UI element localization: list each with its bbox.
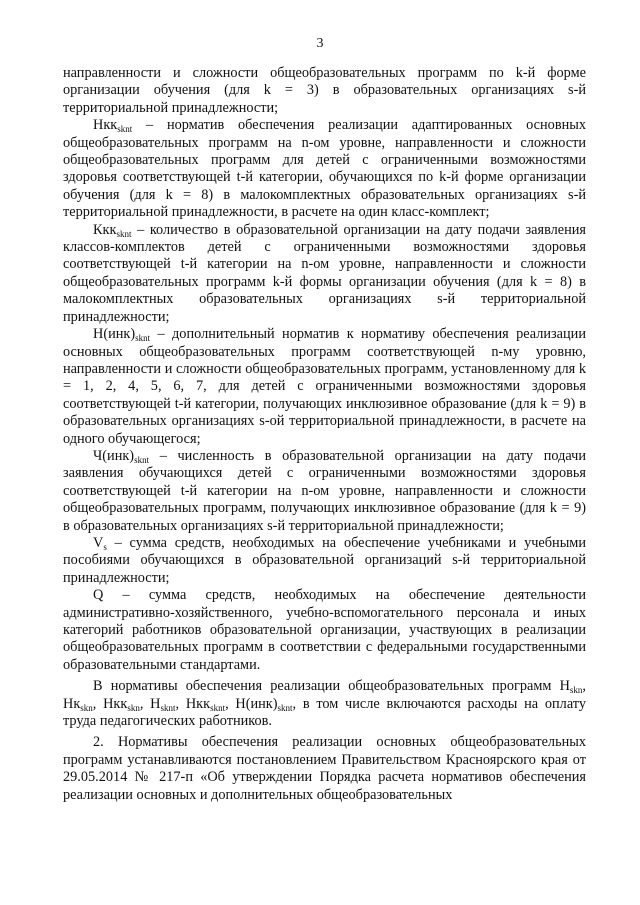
subscript-index: sknt	[116, 228, 132, 239]
text-run: , Н	[139, 695, 161, 712]
text-run: 2. Нормативы обеспечения реализации основных общеобразовательных программ устанавливаются постановлением Правительством Красноярского края от 29.05.2014 № 217-п «Об утверждении Порядка расчета нормативов обеспечения реализации основных и дополнительных общеобразовательных	[63, 734, 586, 803]
paragraph	[63, 448, 586, 535]
text-run: Q – сумма средств, необходимых на обеспечение деятельности административно-хозяйственного, учебно-вспомогательного персонала и иных категорий работников образовательной организации, участвующих в реализации общеобразовательных программ в соответствии с федеральными государственными образовательными стандартами.	[63, 587, 586, 673]
text-run: V	[93, 534, 104, 551]
text-run: , Нкк	[92, 695, 128, 712]
text-run: – норматив обеспечения реализации адаптированных основных общеобразовательных программ на n-ом уровне, направленности и сложности общеобразовательных программ для детей с ограниченными возможностями здоровья соответствующей t-й категории, обучающихся по k-й форме организации обучения (для k = 8) в малокомплектных образовательных организациях s-й территориальной принадлежности, в расчете на один класс-комплект;	[63, 117, 586, 221]
text-run: , Нк	[63, 678, 586, 712]
subscript-index: sknt	[210, 702, 226, 713]
subscript-index: s	[103, 541, 107, 552]
subscript-index: skn	[127, 702, 140, 713]
paragraph	[63, 587, 586, 674]
subscript-index: skn	[569, 685, 583, 696]
paragraph	[63, 222, 586, 326]
paragraph	[63, 535, 586, 587]
text-run: направленности и сложности общеобразовательных программ по k-й форме организации обучения (для k = 3) в образовательных организациях s-й территориальной принадлежности;	[63, 65, 586, 116]
paragraph	[63, 65, 586, 117]
text-run: Ккк	[93, 221, 117, 238]
subscript-index: sknt	[277, 702, 293, 713]
document-body	[63, 65, 586, 804]
text-run: – численность в образовательной организации на дату подачи заявления обучающихся детей с ограниченными возможностями здоровья соответствующей t-й категории на n-ом уровне, направленности и сложности общеобразовательных программ, получающих инклюзивное образование (для k = 9) в образовательных организациях s-й территориальной принадлежности;	[63, 447, 586, 534]
text-run: – сумма средств, необходимых на обеспечение учебниками и учебными пособиями обучающихся в образовательной организаций s-й территориальной принадлежности;	[63, 534, 586, 586]
text-run: Н(инк)	[93, 326, 136, 343]
subscript-index: sknt	[135, 333, 151, 344]
paragraph	[63, 326, 586, 448]
subscript-index: sknt	[117, 124, 133, 135]
subscript-index: sknt	[160, 702, 176, 713]
text-run: , Н(инк)	[225, 695, 278, 712]
text-run: – количество в образовательной организации на дату подачи заявления классов-комплектов детей с ограниченными возможностями здоровья соответствующей t-й категории на n-ом уровне, направленности и сложности общеобразовательных программ k-й формы организации обучения (для k = 8) в малокомплектных образовательных организациях s-й территориальной принадлежности;	[63, 221, 586, 325]
paragraph	[63, 117, 586, 221]
text-run: – дополнительный норматив к нормативу обеспечения реализации основных общеобразовательных программ соответствующей n-му уровню, направленности и сложности общеобразовательных программ, установленному для k = 1, 2, 4, 5, 6, 7, для детей с ограниченными возможностями здоровья соответствующей t-й категории, получающих инклюзивное образование (для k = 9) в образовательных организациях s-ой территориальной принадлежности, в расчете на одного обучающегося;	[63, 326, 586, 447]
page-number: 3	[316, 36, 324, 51]
text-run: , Нкк	[175, 695, 211, 712]
text-run: Ч(инк)	[93, 447, 135, 464]
subscript-index: skn	[80, 702, 93, 713]
paragraph	[63, 734, 586, 804]
subscript-index: sknt	[134, 454, 150, 465]
text-run: В нормативы обеспечения реализации общеобразовательных программ Н	[93, 678, 570, 695]
paragraph	[63, 678, 586, 730]
text-run: Нкк	[93, 117, 118, 134]
text-run: , в том числе включаются расходы на оплату труда педагогических работников.	[63, 695, 586, 730]
